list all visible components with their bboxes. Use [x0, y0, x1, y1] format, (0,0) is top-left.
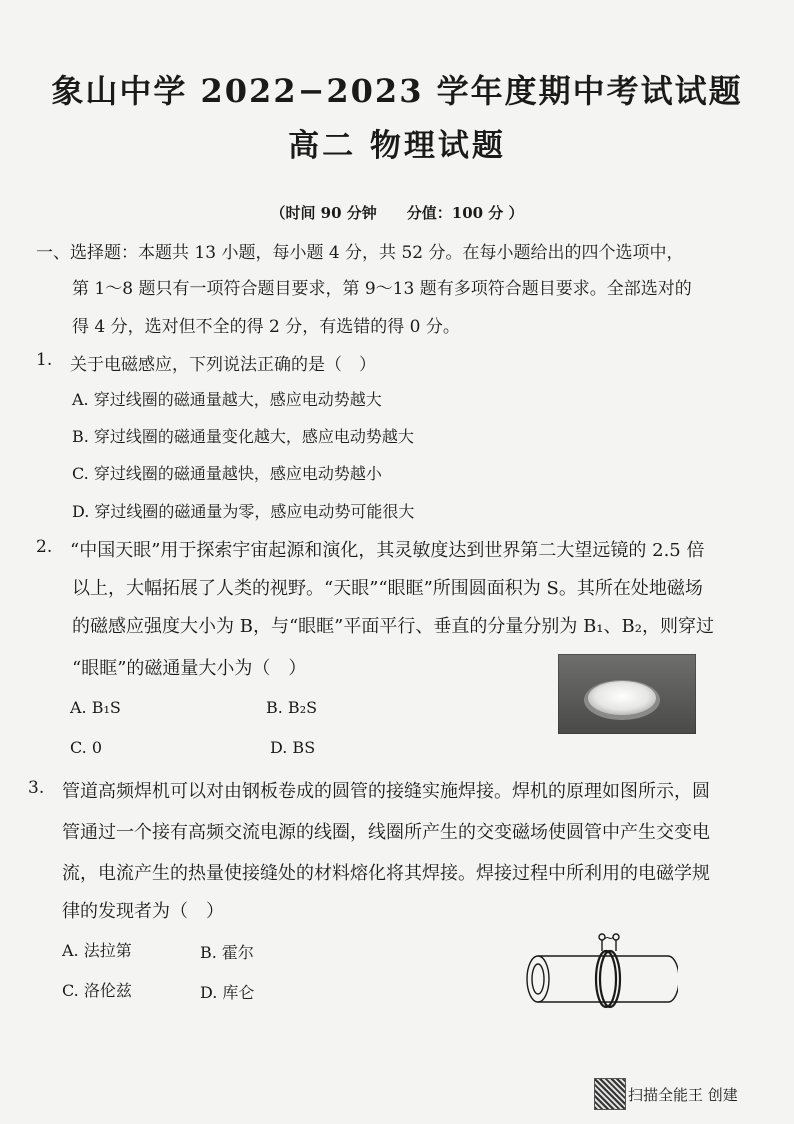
exam-subtitle: 高二 物理试题: [288, 128, 506, 164]
question-2-line-2: 以上，大幅拓展了人类的视野。“天眼”“眼眶”所围圆面积为 S。其所在处地磁场: [72, 578, 703, 599]
scanner-logo-icon: [594, 1078, 626, 1110]
question-2-option-d: D. BS: [270, 738, 316, 757]
question-3-option-a: A. 法拉第: [62, 941, 132, 960]
footer-watermark: 扫描全能王 创建: [628, 1086, 738, 1104]
question-1-stem: 关于电磁感应，下列说法正确的是（ ）: [70, 355, 376, 375]
question-1-option-c: C. 穿过线圈的磁通量越快，感应电动势越小: [72, 464, 382, 483]
question-1-option-a: A. 穿过线圈的磁通量越大，感应电动势越大: [72, 390, 382, 409]
question-2-option-b: B. B₂S: [266, 698, 318, 717]
question-3-line-1: 管道高频焊机可以对由钢板卷成的圆管的接缝实施焊接。焊机的原理如图所示，圆: [62, 781, 710, 802]
telescope-photo: [558, 654, 696, 734]
section-instructions-line-1: 一、选择题：本题共 13 小题，每小题 4 分，共 52 分。在每小题给出的四个选项中，: [36, 243, 684, 263]
section-instructions-line-2: 第 1～8 题只有一项符合题目要求，第 9～13 题有多项符合题目要求。全部选对的: [72, 279, 692, 299]
question-3-number: 3.: [28, 778, 45, 798]
question-2-option-a: A. B₁S: [70, 698, 121, 717]
question-2-line-3: 的磁感应强度大小为 B，与“眼眶”平面平行、垂直的分量分别为 B₁、B₂，则穿过: [72, 616, 714, 637]
question-1-option-b: B. 穿过线圈的磁通量变化越大，感应电动势越大: [72, 427, 414, 446]
ac-source-symbol: ~: [604, 931, 615, 945]
question-3-option-d: D. 库仑: [200, 983, 255, 1002]
question-3-option-b: B. 霍尔: [200, 943, 254, 962]
question-1-number: 1.: [36, 350, 53, 370]
section-instructions-line-3: 得 4 分，选对但不全的得 2 分，有选错的得 0 分。: [72, 317, 460, 337]
question-3-line-2: 管通过一个接有高频交流电源的线圈，线圈所产生的交变磁场使圆管中产生交变电: [62, 822, 710, 843]
exam-title: 象山中学 2022−2023 学年度期中考试试题: [51, 72, 743, 110]
question-2-number: 2.: [36, 537, 53, 557]
question-1-option-d: D. 穿过线圈的磁通量为零，感应电动势可能很大: [72, 502, 415, 521]
pipe-welding-diagram: [518, 928, 678, 1020]
question-3-line-4: 律的发现者为（ ）: [62, 901, 224, 922]
question-2-option-c: C. 0: [70, 738, 103, 757]
question-2-line-1: “中国天眼”用于探索宇宙起源和演化，其灵敏度达到世界第二大望远镜的 2.5 倍: [70, 540, 705, 561]
question-3-line-3: 流，电流产生的热量使接缝处的材料熔化将其焊接。焊接过程中所利用的电磁学规: [62, 863, 710, 884]
question-2-line-4: “眼眶”的磁通量大小为（ ）: [72, 658, 307, 679]
exam-info: （时间 90 分钟 分值：100 分 ）: [270, 204, 524, 222]
question-3-option-c: C. 洛伦兹: [62, 981, 132, 1000]
